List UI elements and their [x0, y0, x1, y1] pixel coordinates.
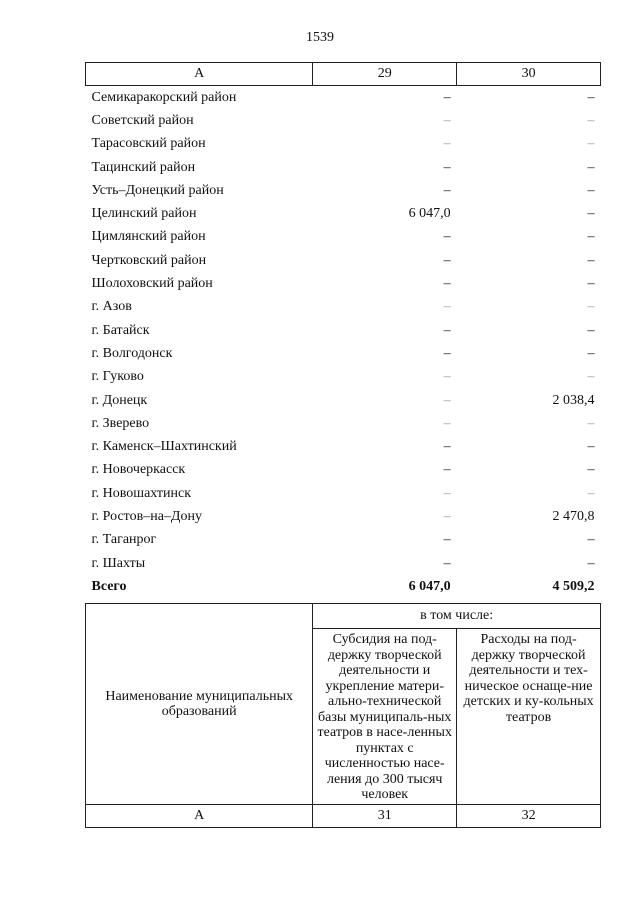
- table-row: [86, 342, 601, 365]
- value-col-30: –: [587, 345, 595, 361]
- value-col-30: –: [587, 532, 595, 548]
- col-label-31: 31: [313, 805, 457, 828]
- municipality-name: г. Шахты: [91, 555, 146, 571]
- municipality-name: г. Ростов–на–Дону: [91, 508, 202, 524]
- municipality-name: г. Новошахтинск: [91, 485, 192, 501]
- value-col-29: –: [443, 276, 451, 292]
- value-col-29: –: [443, 369, 451, 385]
- total-label: Всего: [91, 578, 127, 594]
- value-col-30: –: [587, 89, 595, 105]
- table-row: [86, 412, 601, 435]
- municipality-name: г. Гуково: [91, 369, 144, 385]
- value-col-30: 2 038,4: [552, 392, 595, 408]
- header-col-29: 29: [313, 63, 457, 86]
- budget-table: [85, 62, 601, 599]
- value-col-30: –: [587, 182, 595, 198]
- table-header-row: [86, 63, 601, 86]
- value-col-30: –: [587, 112, 595, 128]
- value-col-30: –: [587, 369, 595, 385]
- municipality-name: г. Каменск–Шахтинский: [91, 439, 237, 455]
- header-col-30: 30: [457, 63, 601, 86]
- table-body: [86, 86, 601, 599]
- value-col-29: –: [443, 229, 451, 245]
- table-row: [86, 319, 601, 342]
- table-row: [86, 505, 601, 528]
- column-header-table: [85, 603, 601, 828]
- total-col-30: 4 509,2: [552, 578, 595, 594]
- value-col-30: –: [587, 159, 595, 175]
- value-col-30: –: [587, 276, 595, 292]
- table-row: [86, 389, 601, 412]
- municipality-name: Целинский район: [91, 206, 197, 222]
- value-col-29: –: [443, 299, 451, 315]
- value-col-30: –: [587, 415, 595, 431]
- municipality-name: г. Батайск: [91, 322, 150, 338]
- page-number: 1539: [306, 30, 334, 45]
- municipality-name: г. Таганрог: [91, 532, 157, 548]
- value-col-29: –: [443, 182, 451, 198]
- value-col-30: –: [587, 485, 595, 501]
- value-col-29: –: [443, 415, 451, 431]
- value-col-29: 6 047,0: [408, 206, 451, 222]
- value-col-29: –: [443, 462, 451, 478]
- total-col-29: 6 047,0: [408, 578, 451, 594]
- table-row: [86, 226, 601, 249]
- value-col-30: –: [587, 206, 595, 222]
- table-row: [86, 529, 601, 552]
- col-31-description: Субсидия на под-держку творческой деятельности и укрепление матери-ально-технической базы муниципаль-ных театров в насе-ленных пунктах с численностью насе-ления до 300 тысяч человек: [313, 629, 457, 805]
- value-col-29: –: [443, 89, 451, 105]
- municipality-name: Советский район: [91, 112, 194, 128]
- table-row: [86, 435, 601, 458]
- municipality-name: г. Волгодонск: [91, 345, 173, 361]
- value-col-29: –: [443, 392, 451, 408]
- table-row: [86, 179, 601, 202]
- value-col-29: –: [443, 439, 451, 455]
- value-col-30: –: [587, 136, 595, 152]
- municipality-name: Тарасовский район: [91, 136, 206, 152]
- table-row: [86, 86, 601, 110]
- value-col-30: –: [587, 322, 595, 338]
- total-row: [86, 575, 601, 598]
- value-col-29: –: [443, 136, 451, 152]
- value-col-30: 2 470,8: [552, 508, 595, 524]
- including-header: в том числе:: [313, 604, 601, 629]
- table-row: [86, 249, 601, 272]
- value-col-30: –: [587, 229, 595, 245]
- table-row: [86, 482, 601, 505]
- municipality-name-header: Наименование муниципальных образований: [86, 604, 313, 805]
- table-row: [86, 156, 601, 179]
- municipality-name: г. Новочеркасск: [91, 462, 186, 478]
- table-row: [86, 459, 601, 482]
- value-col-29: –: [443, 532, 451, 548]
- col-label-a: А: [86, 805, 313, 828]
- municipality-name: Тацинский район: [91, 159, 196, 175]
- table-row: [86, 109, 601, 132]
- table-row: [86, 272, 601, 295]
- value-col-29: –: [443, 252, 451, 268]
- value-col-29: –: [443, 345, 451, 361]
- value-col-30: –: [587, 555, 595, 571]
- municipality-name: Семикаракорский район: [91, 89, 237, 105]
- table-row: [86, 552, 601, 575]
- value-col-30: –: [587, 299, 595, 315]
- municipality-name: г. Азов: [91, 299, 132, 315]
- value-col-30: –: [587, 462, 595, 478]
- value-col-29: –: [443, 112, 451, 128]
- col-label-32: 32: [457, 805, 601, 828]
- municipality-name: г. Донецк: [91, 392, 148, 408]
- table-row: [86, 202, 601, 225]
- municipality-name: Цимлянский район: [91, 229, 206, 245]
- value-col-29: –: [443, 322, 451, 338]
- header-col-a: А: [86, 63, 313, 86]
- value-col-30: –: [587, 252, 595, 268]
- table-row: [86, 296, 601, 319]
- value-col-29: –: [443, 555, 451, 571]
- municipality-name: Усть–Донецкий район: [91, 182, 224, 198]
- municipality-name: Чертковский район: [91, 252, 207, 268]
- col-32-description: Расходы на под-держку творческой деятельности и тех-ническое оснаще-ние детских и ку-кольных театров: [457, 629, 601, 805]
- value-col-29: –: [443, 485, 451, 501]
- value-col-29: –: [443, 159, 451, 175]
- municipality-name: Шолоховский район: [91, 276, 213, 292]
- value-col-29: –: [443, 508, 451, 524]
- value-col-30: –: [587, 439, 595, 455]
- municipality-name: г. Зверево: [91, 415, 150, 431]
- table-row: [86, 366, 601, 389]
- table-row: [86, 133, 601, 156]
